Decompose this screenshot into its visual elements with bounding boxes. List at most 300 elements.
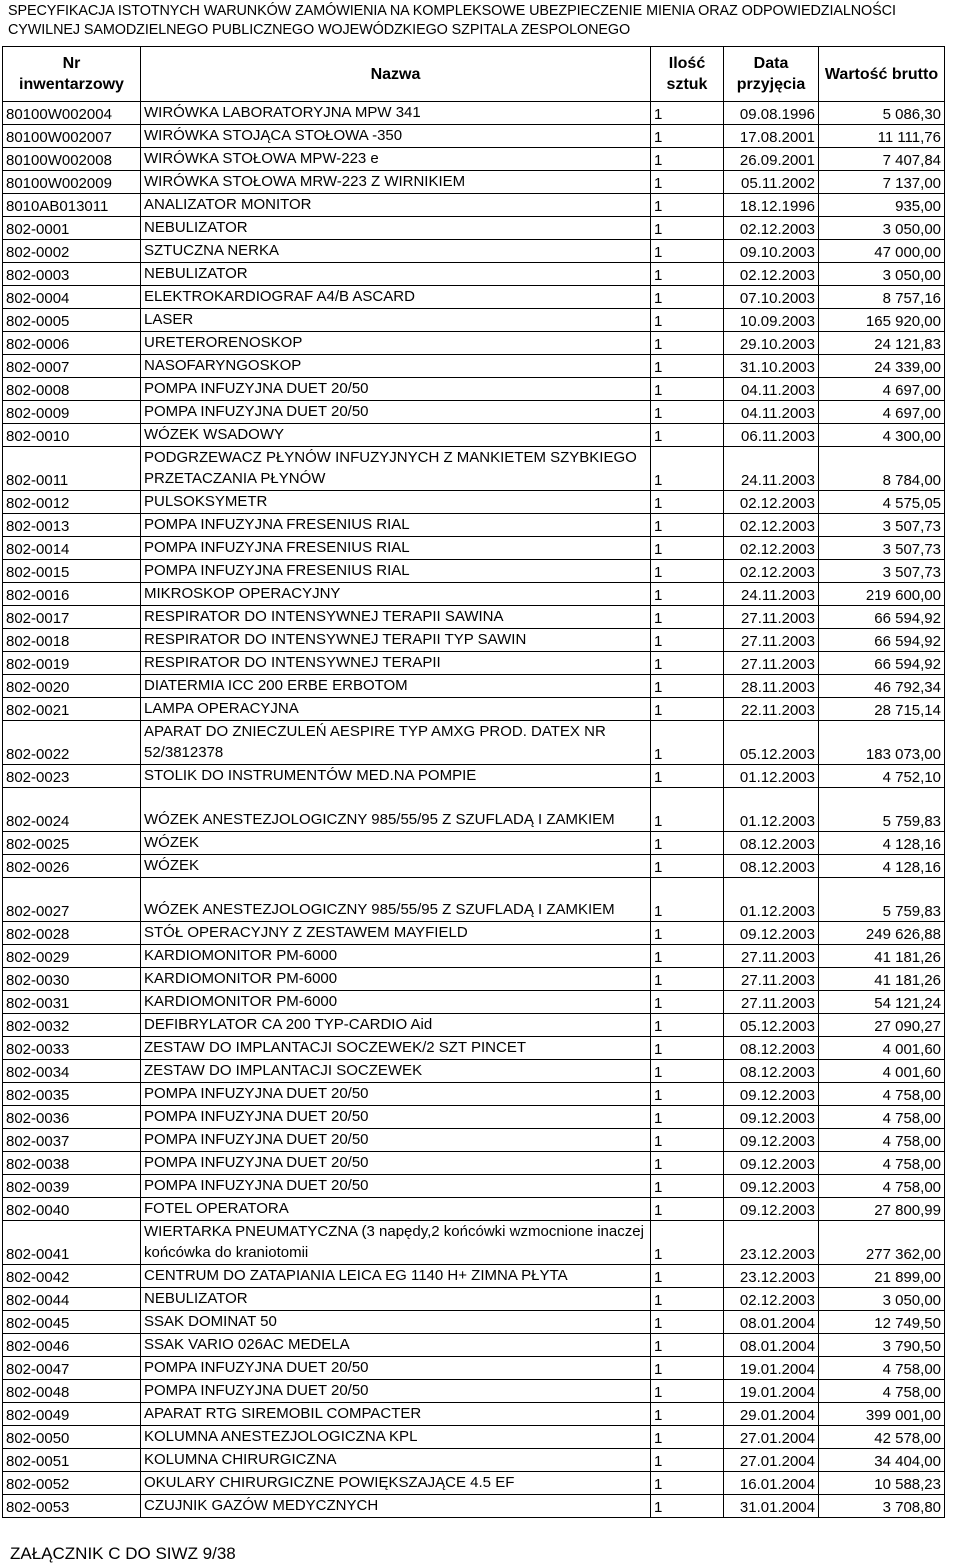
cell-item-name: DEFIBRYLATOR CA 200 TYP-CARDIO Aid [141,1014,651,1037]
cell-gross-value: 11 111,76 [819,125,945,148]
cell-item-name: PODGRZEWACZ PŁYNÓW INFUZYJNYCH Z MANKIETEM SZYBKIEGO PRZETACZANIA PŁYNÓW [141,447,651,491]
cell-date-received: 27.11.2003 [724,629,819,652]
table-row [3,1152,945,1175]
cell-gross-value: 3 507,73 [819,514,945,537]
cell-quantity: 1 [651,125,724,148]
cell-gross-value: 3 790,50 [819,1334,945,1357]
cell-item-name: SZTUCZNA NERKA [141,240,651,263]
cell-quantity: 1 [651,721,724,765]
table-row [3,1129,945,1152]
cell-date-received: 23.12.2003 [724,1265,819,1288]
cell-gross-value: 24 121,83 [819,332,945,355]
cell-date-received: 26.09.2001 [724,148,819,171]
cell-gross-value: 5 086,30 [819,102,945,125]
cell-quantity: 1 [651,629,724,652]
cell-gross-value: 183 073,00 [819,721,945,765]
cell-date-received: 06.11.2003 [724,424,819,447]
cell-item-name: POMPA INFUZYJNA DUET 20/50 [141,378,651,401]
cell-inventory-number: 802-0024 [3,788,141,832]
cell-date-received: 29.01.2004 [724,1403,819,1426]
cell-quantity: 1 [651,991,724,1014]
cell-item-name: DIATERMIA ICC 200 ERBE ERBOTOM [141,675,651,698]
cell-quantity: 1 [651,675,724,698]
cell-gross-value: 4 758,00 [819,1129,945,1152]
cell-inventory-number: 802-0041 [3,1221,141,1265]
cell-inventory-number: 802-0015 [3,560,141,583]
cell-inventory-number: 802-0044 [3,1288,141,1311]
cell-gross-value: 277 362,00 [819,1221,945,1265]
cell-date-received: 27.01.2004 [724,1426,819,1449]
cell-item-name: WÓZEK WSADOWY [141,424,651,447]
cell-item-name: WIRÓWKA STOJĄCA STOŁOWA -350 [141,125,651,148]
cell-item-name: OKULARY CHIRURGICZNE POWIĘKSZAJĄCE 4.5 EF [141,1472,651,1495]
cell-gross-value: 66 594,92 [819,652,945,675]
cell-inventory-number: 802-0053 [3,1495,141,1518]
cell-quantity: 1 [651,514,724,537]
table-row [3,788,945,832]
table-row [3,148,945,171]
table-row [3,832,945,855]
table-row [3,514,945,537]
cell-date-received: 27.01.2004 [724,1449,819,1472]
cell-date-received: 09.12.2003 [724,1175,819,1198]
cell-item-name: ANALIZATOR MONITOR [141,194,651,217]
cell-item-name: WÓZEK ANESTEZJOLOGICZNY 985/55/95 Z SZUFLADĄ I ZAMKIEM [141,788,651,832]
cell-item-name: APARAT RTG SIREMOBIL COMPACTER [141,1403,651,1426]
cell-date-received: 29.10.2003 [724,332,819,355]
cell-gross-value: 41 181,26 [819,968,945,991]
table-row [3,537,945,560]
cell-quantity: 1 [651,878,724,922]
cell-date-received: 17.08.2001 [724,125,819,148]
cell-gross-value: 41 181,26 [819,945,945,968]
table-row [3,1472,945,1495]
table-row [3,878,945,922]
cell-gross-value: 10 588,23 [819,1472,945,1495]
cell-item-name: NEBULIZATOR [141,263,651,286]
cell-inventory-number: 802-0050 [3,1426,141,1449]
cell-gross-value: 3 050,00 [819,217,945,240]
cell-item-name: KOLUMNA ANESTEZJOLOGICZNA KPL [141,1426,651,1449]
cell-date-received: 01.12.2003 [724,765,819,788]
table-row [3,675,945,698]
table-row [3,1495,945,1518]
cell-quantity: 1 [651,1265,724,1288]
cell-item-name: POMPA INFUZYJNA DUET 20/50 [141,1083,651,1106]
table-row [3,424,945,447]
cell-inventory-number: 802-0052 [3,1472,141,1495]
inventory-table [2,46,945,1518]
cell-date-received: 23.12.2003 [724,1221,819,1265]
cell-item-name: POMPA INFUZYJNA FRESENIUS RIAL [141,537,651,560]
cell-item-name: POMPA INFUZYJNA DUET 20/50 [141,1357,651,1380]
cell-date-received: 02.12.2003 [724,560,819,583]
cell-gross-value: 4 758,00 [819,1083,945,1106]
cell-quantity: 1 [651,447,724,491]
table-row [3,194,945,217]
table-row [3,698,945,721]
cell-quantity: 1 [651,1449,724,1472]
cell-inventory-number: 802-0022 [3,721,141,765]
cell-date-received: 28.11.2003 [724,675,819,698]
cell-quantity: 1 [651,491,724,514]
cell-gross-value: 5 759,83 [819,788,945,832]
column-header-qty-line1: Ilość [668,55,706,72]
cell-date-received: 05.12.2003 [724,1014,819,1037]
cell-item-name: POMPA INFUZYJNA DUET 20/50 [141,1175,651,1198]
cell-item-name: NEBULIZATOR [141,217,651,240]
cell-quantity: 1 [651,1083,724,1106]
cell-item-name: WIRÓWKA LABORATORYJNA MPW 341 [141,102,651,125]
cell-gross-value: 8 757,16 [819,286,945,309]
table-row [3,1083,945,1106]
cell-inventory-number: 802-0005 [3,309,141,332]
cell-quantity: 1 [651,583,724,606]
cell-gross-value: 47 000,00 [819,240,945,263]
cell-gross-value: 7 137,00 [819,171,945,194]
table-row [3,1380,945,1403]
cell-inventory-number: 802-0020 [3,675,141,698]
cell-date-received: 09.08.1996 [724,102,819,125]
cell-quantity: 1 [651,1221,724,1265]
cell-gross-value: 4 128,16 [819,855,945,878]
document-header [8,2,958,40]
cell-gross-value: 5 759,83 [819,878,945,922]
table-row [3,1449,945,1472]
cell-gross-value: 8 784,00 [819,447,945,491]
cell-inventory-number: 802-0031 [3,991,141,1014]
cell-inventory-number: 80100W002004 [3,102,141,125]
cell-item-name: POMPA INFUZYJNA FRESENIUS RIAL [141,560,651,583]
cell-inventory-number: 802-0002 [3,240,141,263]
cell-inventory-number: 802-0003 [3,263,141,286]
table-row [3,968,945,991]
cell-gross-value: 4 697,00 [819,378,945,401]
table-row [3,378,945,401]
cell-inventory-number: 802-0036 [3,1106,141,1129]
cell-gross-value: 4 758,00 [819,1175,945,1198]
column-header-qty-line2: sztuk [666,76,708,93]
cell-inventory-number: 802-0007 [3,355,141,378]
cell-gross-value: 4 001,60 [819,1060,945,1083]
cell-quantity: 1 [651,1037,724,1060]
cell-inventory-number: 802-0045 [3,1311,141,1334]
cell-quantity: 1 [651,698,724,721]
cell-quantity: 1 [651,148,724,171]
table-row [3,401,945,424]
cell-item-name: CZUJNIK GAZÓW MEDYCZNYCH [141,1495,651,1518]
cell-item-name: ELEKTROKARDIOGRAF A4/B ASCARD [141,286,651,309]
cell-quantity: 1 [651,217,724,240]
cell-quantity: 1 [651,832,724,855]
table-row [3,945,945,968]
column-header-value-label: Wartość brutto [824,65,939,83]
table-row [3,217,945,240]
cell-item-name: PULSOKSYMETR [141,491,651,514]
cell-gross-value: 4 001,60 [819,1037,945,1060]
cell-quantity: 1 [651,1311,724,1334]
cell-date-received: 08.01.2004 [724,1311,819,1334]
cell-item-name: WIERTARKA PNEUMATYCZNA (3 napędy,2 końcówki wzmocnione inaczej końcówka do kraniotomii [141,1221,651,1265]
cell-inventory-number: 80100W002008 [3,148,141,171]
cell-quantity: 1 [651,1357,724,1380]
header-row [3,47,945,102]
cell-quantity: 1 [651,537,724,560]
table-row [3,1037,945,1060]
cell-gross-value: 66 594,92 [819,606,945,629]
cell-quantity: 1 [651,1495,724,1518]
cell-gross-value: 4 758,00 [819,1152,945,1175]
cell-gross-value: 42 578,00 [819,1426,945,1449]
cell-quantity: 1 [651,355,724,378]
cell-date-received: 02.12.2003 [724,491,819,514]
cell-item-name: WIRÓWKA STOŁOWA MPW-223 e [141,148,651,171]
cell-inventory-number: 802-0032 [3,1014,141,1037]
table-row [3,765,945,788]
cell-quantity: 1 [651,968,724,991]
table-row [3,1403,945,1426]
table-row [3,1288,945,1311]
cell-item-name: NASOFARYNGOSKOP [141,355,651,378]
cell-inventory-number: 802-0030 [3,968,141,991]
cell-quantity: 1 [651,102,724,125]
table-row [3,102,945,125]
cell-item-name: RESPIRATOR DO INTENSYWNEJ TERAPII [141,652,651,675]
cell-date-received: 02.12.2003 [724,537,819,560]
cell-inventory-number: 802-0011 [3,447,141,491]
cell-item-name: RESPIRATOR DO INTENSYWNEJ TERAPII TYP SAWIN [141,629,651,652]
cell-quantity: 1 [651,1403,724,1426]
cell-quantity: 1 [651,286,724,309]
cell-date-received: 09.10.2003 [724,240,819,263]
cell-date-received: 07.10.2003 [724,286,819,309]
table-row [3,1060,945,1083]
cell-gross-value: 4 752,10 [819,765,945,788]
cell-date-received: 08.12.2003 [724,832,819,855]
cell-item-name: APARAT DO ZNIECZULEŃ AESPIRE TYP AMXG PROD. DATEX NR 52/3812378 [141,721,651,765]
cell-item-name: POMPA INFUZYJNA DUET 20/50 [141,1152,651,1175]
cell-date-received: 09.12.2003 [724,1198,819,1221]
cell-quantity: 1 [651,1472,724,1495]
table-row [3,171,945,194]
table-row [3,286,945,309]
cell-gross-value: 3 050,00 [819,263,945,286]
page-footer: ZAŁĄCZNIK C DO SIWZ 9/38 [10,1544,236,1563]
cell-date-received: 31.01.2004 [724,1495,819,1518]
cell-date-received: 22.11.2003 [724,698,819,721]
cell-inventory-number: 802-0025 [3,832,141,855]
cell-inventory-number: 802-0048 [3,1380,141,1403]
column-header-nr-line1: Nr [62,55,81,72]
cell-inventory-number: 802-0042 [3,1265,141,1288]
header-line-2: CYWILNEJ SAMODZIELNEGO PUBLICZNEGO WOJEWÓDZKIEGO SZPITALA ZESPOLONEGO [8,22,631,38]
cell-item-name: KARDIOMONITOR PM-6000 [141,945,651,968]
table-row [3,652,945,675]
cell-quantity: 1 [651,1060,724,1083]
cell-inventory-number: 802-0004 [3,286,141,309]
cell-date-received: 09.12.2003 [724,1129,819,1152]
table-body [3,102,945,1518]
cell-quantity: 1 [651,560,724,583]
cell-date-received: 19.01.2004 [724,1357,819,1380]
cell-item-name: WIRÓWKA STOŁOWA MRW-223 Z WIRNIKIEM [141,171,651,194]
cell-quantity: 1 [651,945,724,968]
table-row [3,991,945,1014]
cell-gross-value: 21 899,00 [819,1265,945,1288]
cell-date-received: 31.10.2003 [724,355,819,378]
column-header-nr-line2: inwentarzowy [19,76,124,93]
cell-date-received: 09.12.2003 [724,922,819,945]
column-header-name-label: Nazwa [370,65,421,83]
cell-inventory-number: 802-0046 [3,1334,141,1357]
table-row [3,1198,945,1221]
table-row [3,263,945,286]
cell-quantity: 1 [651,1129,724,1152]
cell-gross-value: 12 749,50 [819,1311,945,1334]
table-row [3,922,945,945]
cell-item-name: POMPA INFUZYJNA FRESENIUS RIAL [141,514,651,537]
cell-inventory-number: 802-0034 [3,1060,141,1083]
cell-inventory-number: 802-0037 [3,1129,141,1152]
cell-gross-value: 4 758,00 [819,1380,945,1403]
cell-item-name: ZESTAW DO IMPLANTACJI SOCZEWEK/2 SZT PINCET [141,1037,651,1060]
cell-item-name: KARDIOMONITOR PM-6000 [141,991,651,1014]
cell-inventory-number: 802-0013 [3,514,141,537]
table-row [3,1357,945,1380]
cell-item-name: URETERORENOSKOP [141,332,651,355]
header-line-1: SPECYFIKACJA ISTOTNYCH WARUNKÓW ZAMÓWIENIA NA KOMPLEKSOWE UBEZPIECZENIE MIENIA ORAZ ODPOWIEDZIALNOŚCI [8,3,896,19]
table-row [3,629,945,652]
cell-date-received: 16.01.2004 [724,1472,819,1495]
cell-item-name: CENTRUM DO ZATAPIANIA LEICA EG 1140 H+ ZIMNA PŁYTA [141,1265,651,1288]
cell-inventory-number: 8010AB013011 [3,194,141,217]
cell-date-received: 08.12.2003 [724,1060,819,1083]
cell-gross-value: 935,00 [819,194,945,217]
cell-quantity: 1 [651,606,724,629]
cell-date-received: 04.11.2003 [724,378,819,401]
cell-date-received: 02.12.2003 [724,263,819,286]
table-row [3,1426,945,1449]
cell-quantity: 1 [651,855,724,878]
cell-date-received: 18.12.1996 [724,194,819,217]
cell-quantity: 1 [651,194,724,217]
cell-gross-value: 165 920,00 [819,309,945,332]
column-header-qty [651,47,724,102]
cell-date-received: 19.01.2004 [724,1380,819,1403]
cell-date-received: 08.01.2004 [724,1334,819,1357]
cell-item-name: POMPA INFUZYJNA DUET 20/50 [141,1129,651,1152]
cell-date-received: 09.12.2003 [724,1083,819,1106]
cell-item-name: POMPA INFUZYJNA DUET 20/50 [141,1380,651,1403]
cell-gross-value: 399 001,00 [819,1403,945,1426]
cell-gross-value: 3 507,73 [819,560,945,583]
cell-gross-value: 3 507,73 [819,537,945,560]
column-header-date-line2: przyjęcia [736,76,806,93]
cell-gross-value: 249 626,88 [819,922,945,945]
cell-inventory-number: 802-0021 [3,698,141,721]
table-row [3,855,945,878]
column-header-nr [3,47,141,102]
cell-item-name: LAMPA OPERACYJNA [141,698,651,721]
table-row [3,447,945,491]
cell-date-received: 27.11.2003 [724,606,819,629]
cell-gross-value: 28 715,14 [819,698,945,721]
table-row [3,332,945,355]
cell-item-name: LASER [141,309,651,332]
column-header-date-line1: Data [753,55,789,72]
cell-quantity: 1 [651,240,724,263]
cell-quantity: 1 [651,1014,724,1037]
cell-gross-value: 3 708,80 [819,1495,945,1518]
cell-item-name: MIKROSKOP OPERACYJNY [141,583,651,606]
cell-quantity: 1 [651,263,724,286]
cell-quantity: 1 [651,309,724,332]
cell-inventory-number: 802-0017 [3,606,141,629]
cell-inventory-number: 80100W002009 [3,171,141,194]
cell-item-name: KOLUMNA CHIRURGICZNA [141,1449,651,1472]
cell-quantity: 1 [651,378,724,401]
table-row [3,583,945,606]
cell-gross-value: 4 697,00 [819,401,945,424]
cell-gross-value: 7 407,84 [819,148,945,171]
cell-date-received: 01.12.2003 [724,878,819,922]
cell-item-name: WÓZEK ANESTEZJOLOGICZNY 985/55/95 Z SZUFLADĄ I ZAMKIEM [141,878,651,922]
cell-quantity: 1 [651,1152,724,1175]
cell-gross-value: 4 758,00 [819,1106,945,1129]
table-row [3,721,945,765]
cell-date-received: 02.12.2003 [724,1288,819,1311]
cell-inventory-number: 802-0014 [3,537,141,560]
table-row [3,1265,945,1288]
cell-gross-value: 54 121,24 [819,991,945,1014]
cell-gross-value: 4 575,05 [819,491,945,514]
cell-gross-value: 27 090,27 [819,1014,945,1037]
cell-item-name: KARDIOMONITOR PM-6000 [141,968,651,991]
cell-quantity: 1 [651,332,724,355]
cell-item-name: POMPA INFUZYJNA DUET 20/50 [141,401,651,424]
cell-quantity: 1 [651,788,724,832]
cell-inventory-number: 802-0019 [3,652,141,675]
cell-gross-value: 27 800,99 [819,1198,945,1221]
cell-quantity: 1 [651,922,724,945]
cell-item-name: STÓŁ OPERACYJNY Z ZESTAWEM MAYFIELD [141,922,651,945]
cell-date-received: 09.12.2003 [724,1106,819,1129]
cell-gross-value: 46 792,34 [819,675,945,698]
cell-item-name: NEBULIZATOR [141,1288,651,1311]
cell-inventory-number: 802-0006 [3,332,141,355]
cell-date-received: 02.12.2003 [724,514,819,537]
cell-date-received: 09.12.2003 [724,1152,819,1175]
cell-date-received: 10.09.2003 [724,309,819,332]
column-header-value [819,47,945,102]
cell-quantity: 1 [651,1334,724,1357]
cell-inventory-number: 802-0033 [3,1037,141,1060]
table-row [3,355,945,378]
cell-date-received: 05.11.2002 [724,171,819,194]
cell-item-name: WÓZEK [141,832,651,855]
table-row [3,1334,945,1357]
cell-quantity: 1 [651,1426,724,1449]
table-row [3,1175,945,1198]
cell-quantity: 1 [651,765,724,788]
cell-item-name: SSAK VARIO 026AC MEDELA [141,1334,651,1357]
table-row [3,1014,945,1037]
cell-date-received: 01.12.2003 [724,788,819,832]
cell-item-name: ZESTAW DO IMPLANTACJI SOCZEWEK [141,1060,651,1083]
table-row [3,309,945,332]
cell-date-received: 27.11.2003 [724,945,819,968]
cell-item-name: STOLIK DO INSTRUMENTÓW MED.NA POMPIE [141,765,651,788]
